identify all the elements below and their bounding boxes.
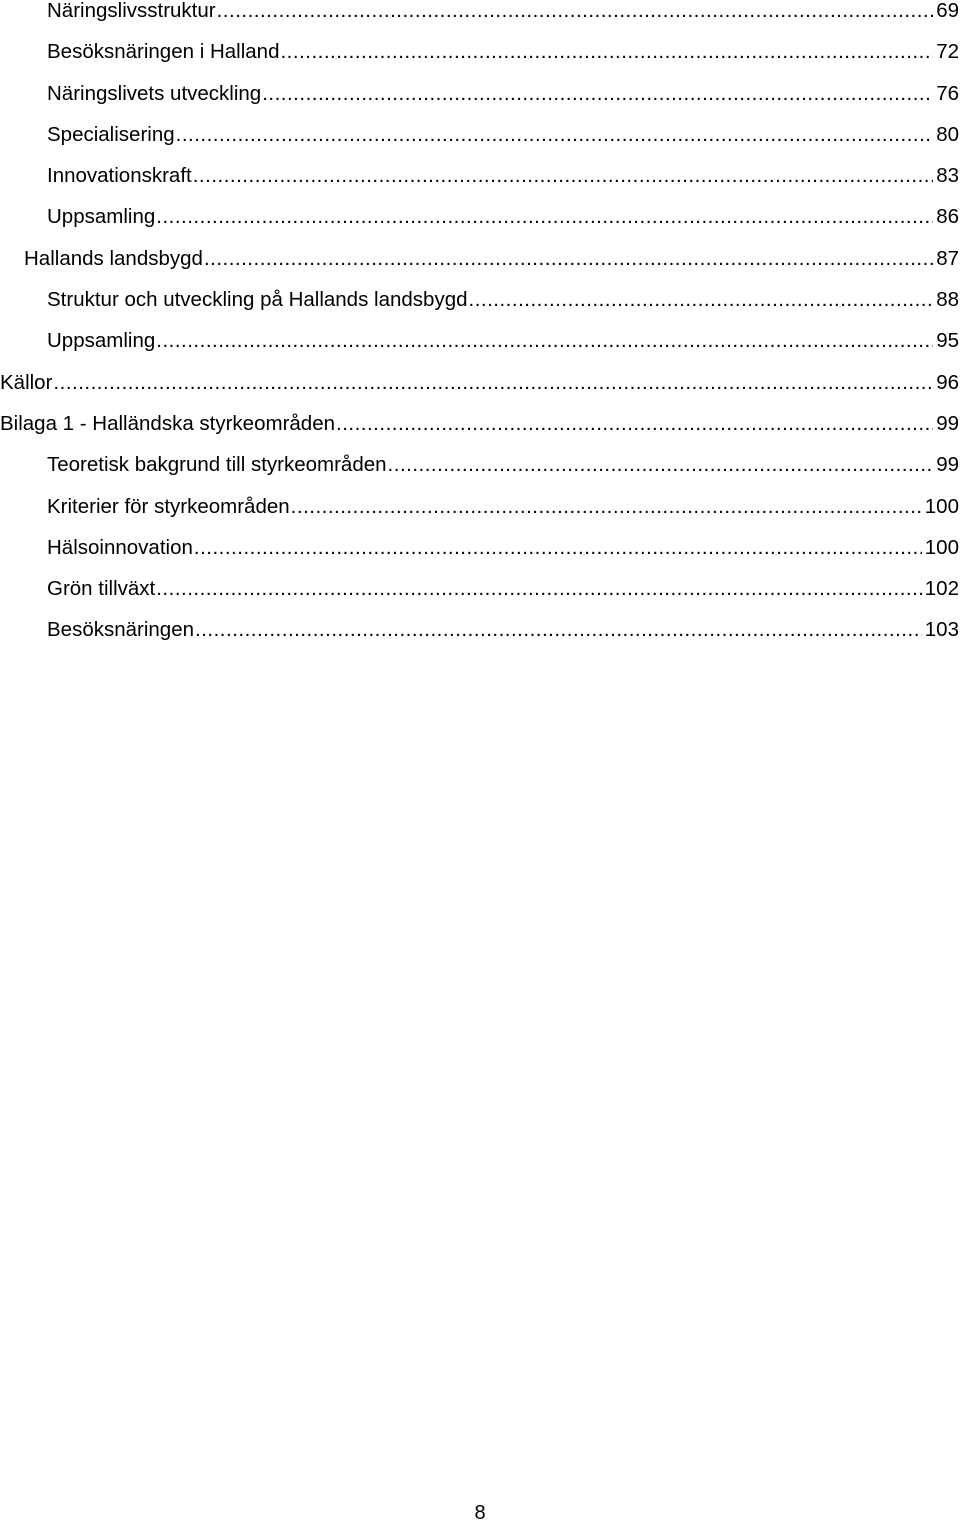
toc-dot-leader — [388, 444, 934, 485]
toc-entry-page: 87 — [936, 246, 959, 270]
toc-entry-page: 80 — [936, 122, 959, 146]
toc-entry-page: 100 — [924, 494, 959, 518]
toc-entry-title: Teoretisk bakgrund till styrkeområden — [47, 453, 387, 477]
toc-dot-leader — [194, 527, 922, 568]
toc-dot-leader — [176, 114, 934, 155]
toc-entry[interactable] — [0, 114, 960, 155]
toc-dot-leader — [53, 362, 933, 403]
toc-entry-page: 72 — [936, 40, 959, 64]
toc-dot-leader — [195, 609, 922, 650]
toc-entry[interactable] — [0, 527, 960, 568]
toc-entry-page: 99 — [936, 411, 959, 435]
toc-entry-title: Grön tillväxt — [47, 577, 156, 601]
toc-entry-title: Källor — [0, 370, 53, 394]
toc-entry-page: 69 — [936, 0, 959, 22]
toc-entry-page: 83 — [936, 164, 959, 188]
toc-entry-page: 95 — [936, 329, 959, 353]
toc-dot-leader — [204, 238, 933, 279]
toc-entry-title: Uppsamling — [47, 329, 156, 353]
toc-entry[interactable] — [0, 486, 960, 527]
toc-entry[interactable] — [0, 279, 960, 320]
toc-entry-title: Struktur och utveckling på Hallands landsbygd — [47, 288, 468, 312]
toc-entry[interactable] — [0, 362, 960, 403]
toc-entry-title: Kriterier för styrkeområden — [47, 494, 290, 518]
toc-dot-leader — [280, 31, 933, 72]
toc-dot-leader — [262, 73, 933, 114]
toc-entry[interactable] — [0, 73, 960, 114]
toc-entry-page: 88 — [936, 288, 959, 312]
toc-entry[interactable] — [0, 0, 960, 31]
toc-dot-leader — [156, 568, 922, 609]
toc-dot-leader — [217, 0, 934, 31]
toc-dot-leader — [156, 196, 933, 237]
toc-entry[interactable] — [0, 403, 960, 444]
toc-entry-page: 102 — [924, 577, 959, 601]
table-of-contents — [0, 0, 960, 651]
toc-entry-page: 99 — [936, 453, 959, 477]
toc-dot-leader — [156, 320, 933, 361]
toc-dot-leader — [291, 486, 922, 527]
toc-entry-title: Innovationskraft — [47, 164, 192, 188]
toc-entry-page: 76 — [936, 81, 959, 105]
toc-entry[interactable] — [0, 568, 960, 609]
toc-entry-page: 100 — [924, 535, 959, 559]
toc-entry[interactable] — [0, 196, 960, 237]
toc-dot-leader — [469, 279, 934, 320]
toc-entry-page: 96 — [936, 370, 959, 394]
toc-entry-page: 86 — [936, 205, 959, 229]
toc-entry[interactable] — [0, 609, 960, 650]
toc-entry-title: Hallands landsbygd — [24, 246, 203, 270]
toc-entry-title: Specialisering — [47, 122, 175, 146]
toc-entry-title: Besöksnäringen — [47, 618, 195, 642]
toc-entry-title: Besöksnäringen i Halland — [47, 40, 280, 64]
page-number: 8 — [474, 1502, 486, 1524]
toc-entry-title: Uppsamling — [47, 205, 156, 229]
toc-dot-leader — [193, 155, 933, 196]
toc-entry[interactable] — [0, 155, 960, 196]
toc-entry[interactable] — [0, 238, 960, 279]
toc-entry-title: Hälsoinnovation — [47, 535, 193, 559]
toc-entry-title: Näringslivsstruktur — [47, 0, 216, 22]
toc-entry-page: 103 — [924, 618, 959, 642]
toc-entry[interactable] — [0, 444, 960, 485]
toc-entry-title: Näringslivets utveckling — [47, 81, 262, 105]
toc-entry[interactable] — [0, 320, 960, 361]
toc-entry-title: Bilaga 1 - Halländska styrkeområden — [0, 411, 335, 435]
toc-entry[interactable] — [0, 31, 960, 72]
toc-dot-leader — [336, 403, 933, 444]
